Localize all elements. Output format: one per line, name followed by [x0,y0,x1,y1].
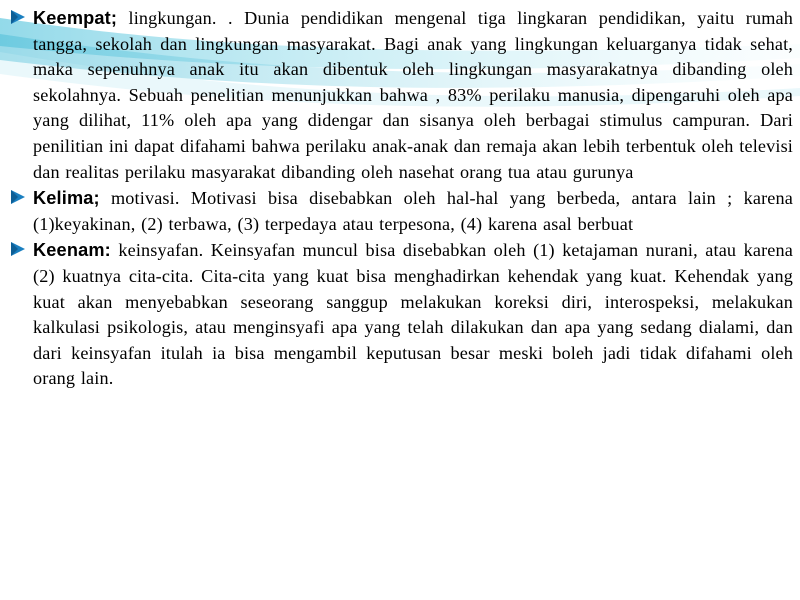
bullet-icon [10,241,26,257]
item-text: lingkungan. . Dunia pendidikan mengenal tiga lingkaran pendidikan, yaitu rumah tangga, sekolah dan lingkungan masyarakat. Bagi anak yang lingkungan keluarganya tidak sehat, maka sepenuhnya anak itu akan dibentuk oleh lingkungan masyarakatnya dibanding oleh sekolahnya. Sebuah penelitian menunjukkan bahwa , 83% perilaku manusia, dipengaruhi oleh apa yang dilihat, 11% oleh apa yang didengar dan sisanya oleh berbagai stimulus campuran. Dari penilitian ini dapat difahami bahwa perilaku anak-anak dan remaja akan lebih terbentuk oleh televisi dan realitas perilaku masyarakat dibanding oleh nasehat orang tua atau gurunya [33,8,793,182]
item-heading: Keenam: [33,240,111,261]
list-item [10,6,793,185]
item-heading: Kelima; [33,188,100,209]
bullet-icon [10,9,26,25]
item-text: keinsyafan. Keinsyafan muncul bisa disebabkan oleh (1) ketajaman nurani, atau karena (2) kuatnya cita-cita. Cita-cita yang kuat bisa menghadirkan kehendak yang kuat. Kehendak yang kuat akan menyebabkan seseorang sanggup melakukan koreksi diri, interospeksi, melakukan kalkulasi psikologis, atau menginsyafi apa yang telah dilakukan dan apa yang sedang dialami, dan dari keinsyafan itulah ia bisa mengambil keputusan besar meski boleh jadi tidak difahami oleh orang lain. [33,240,793,389]
list-item [10,238,793,392]
item-text: motivasi. Motivasi bisa disebabkan oleh hal-hal yang berbeda, antara lain ; karena (1)keyakinan, (2) terbawa, (3) terpedaya atau terpesona, (4) karena asal berbuat [33,188,793,234]
item-paragraph [33,186,793,237]
item-heading: Keempat; [33,8,118,28]
list-item [10,186,793,237]
item-paragraph [33,238,793,392]
bullet-list [10,6,793,393]
item-paragraph [33,6,793,185]
bullet-icon [10,189,26,205]
